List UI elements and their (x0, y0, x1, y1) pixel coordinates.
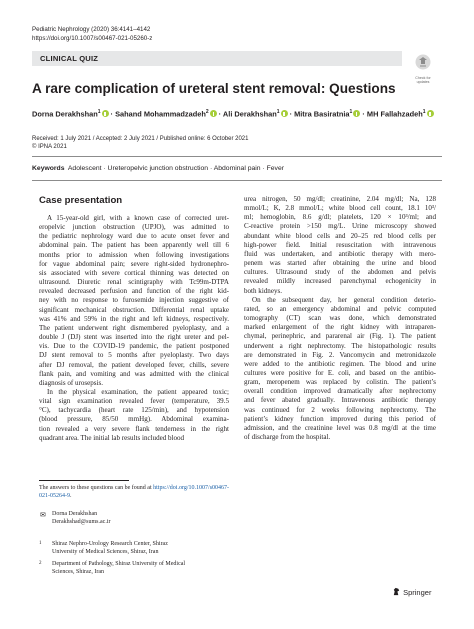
text-line: was 41% and 59% in the right and left kidneys, respectively. (39, 314, 229, 323)
text-line: revealed mildly increased parenchymal echogenicity in (244, 277, 436, 286)
footnote-rule (39, 480, 129, 481)
text-line: and fever abated gradually. Intravenous antibiotic therapy (244, 396, 436, 405)
text-line: abdominal pain. The patient has been apparently well till 6 (39, 241, 229, 250)
text-line: sis associated with severe cortical thinning was detected on (39, 268, 229, 277)
text-line: double J (DJ) stent was inserted into the right ureter and pel- (39, 333, 229, 342)
journal-citation (32, 26, 152, 43)
text-line: months prior to admission when following investigations (39, 250, 229, 259)
orcid-icon[interactable] (102, 110, 109, 117)
text-line: rated, so an emergency abdominal and pelvic computed (244, 304, 436, 313)
text-line: tomography (CT) scan was done, which demonstrated (244, 314, 436, 323)
text-line: overall condition improved dramatically after nephrectomy (244, 387, 436, 396)
publisher-logo (392, 587, 431, 597)
author-name[interactable]: MH Fallahzadeh (366, 109, 423, 119)
text-line: penem was started after obtaining the urine and blood (244, 259, 436, 268)
text-line: revealed decreased perfusion and function of the right kid- (39, 287, 229, 296)
text-line: underwent a right nephrectomy. The histopathologic results (244, 341, 436, 350)
text-line: DJ stent removal to 5 months after pyeloplasty. Two days (39, 351, 229, 360)
keywords-label: Keywords (32, 165, 65, 172)
journal-volume: Pediatric Nephrology (2020) 36:4141–4142 (32, 26, 151, 33)
copyright: © IPNA 2021 (32, 144, 67, 150)
check-for-updates-badge[interactable] (408, 54, 438, 84)
section-label: CLINICAL QUIZ (40, 54, 99, 63)
text-line: abundant white blood cells and 20–25 red blood cells per (244, 231, 436, 240)
text-line: C-reactive protein >150 mg/L. Urine microscopy showed (244, 222, 436, 231)
text-line: In the physical examination, the patient appeared toxic; (47, 387, 229, 396)
text-line: urea nitrogen, 50 mg/dl; creatinine, 2.04 mg/dl; Na, 128 (244, 195, 436, 203)
text-line: eropelvic junction obstruction (UPJO), was admitted to (39, 223, 229, 232)
check-updates-line2: updates (416, 80, 430, 84)
journal-doi-link[interactable]: https://doi.org/10.1007/s00467-021-05260-z (32, 34, 153, 42)
section-heading: Case presentation (39, 195, 123, 206)
author-name[interactable]: Sahand Mohammadzadeh (115, 109, 206, 119)
orcid-icon[interactable] (281, 110, 288, 117)
answers-link[interactable]: https://doi.org/10.1007/s00467-021-05264-9 (39, 485, 230, 499)
crossmark-icon (408, 54, 438, 71)
affiliation-line: Sciences, Shiraz, Iran (52, 569, 104, 575)
text-line: marked enlargement of the right kidney with intraparen- (244, 323, 436, 332)
text-line: mmol/L; K, 2.8 mmol/L; white blood cell count, 18.1 10³/ (244, 204, 436, 213)
paragraph (244, 296, 436, 443)
paragraph (244, 195, 436, 296)
text-line: ml; hemoglobin, 8.6 g/dl; platelets, 120 × 10³/ml; and (244, 213, 436, 222)
text-line: were added to the antibiotic regimen. The blood and urine (244, 359, 436, 368)
text-line: (blood pressure, 85/50 mmHg). Abdominal examina- (39, 415, 229, 424)
corresponding-email[interactable]: Derakhshad@sums.ac.ir (52, 519, 111, 525)
author-name[interactable]: Ali Derakhshan (222, 109, 277, 119)
text-line: A 15-year-old girl, with a known case of corrected uret- (47, 214, 229, 222)
publication-dates (32, 135, 248, 151)
author-name[interactable]: Dorna Derakhshan (32, 109, 98, 119)
orcid-icon[interactable] (427, 110, 434, 117)
publisher-name: Springer (403, 588, 432, 597)
text-line: after DJ removal, the patient developed fever, chills, severe (39, 360, 229, 369)
text-line: On the subsequent day, her general condition deterio- (252, 295, 436, 304)
answers-footnote (39, 484, 239, 500)
text-line: quadrant area. The initial lab results included blood (39, 433, 185, 442)
article-title: A rare complication of ureteral stent removal: Questions (32, 81, 396, 96)
text-line: significant mechanical obstruction. Differential renal uptake (39, 305, 229, 314)
author-affiliation-ref: 1 (276, 109, 280, 115)
answers-suffix: . (70, 493, 72, 499)
author-affiliation-ref: 1 (349, 109, 353, 115)
text-line: cultures. Ultrasound study of the abdomen and pelvis (244, 268, 436, 277)
divider (32, 156, 442, 157)
answers-prefix: The answers to these questions can be found at (39, 485, 154, 491)
check-updates-line1: Check for (415, 76, 431, 80)
text-line: the pediatric nephrology ward due to acute onset fever and (39, 232, 229, 241)
text-line: high-power field. Initial resuscitation with intravenous (244, 240, 436, 249)
paragraph (39, 388, 229, 443)
affiliation-line: Department of Pathology, Shiraz University of Medical (52, 561, 186, 567)
paragraph (39, 214, 229, 388)
orcid-icon[interactable] (353, 110, 360, 117)
text-line: °C), tachycardia (heart rate 125/min), and hypotension (39, 406, 229, 415)
dates-history: Received: 1 July 2021 / Accepted: 2 July 2021 / Published online: 6 October 2021 (32, 136, 249, 142)
text-line: flank pain, and vomiting and was admitted with the clinical (39, 369, 229, 378)
affiliation-number: 1 (39, 541, 42, 546)
text-line: ney with no response to furosemide injection suggestive of (39, 296, 229, 305)
text-line: gram, meropenem was replaced by colistin. The patient’s (244, 378, 436, 387)
author-affiliation-ref: 1 (422, 109, 426, 115)
text-line: for vague abdominal pain; severe right-sided hydronephro- (39, 259, 229, 268)
envelope-icon: ✉ (40, 511, 46, 519)
text-line: ultrasound. Diuretic renal scintigraphy with Tc99m-DTPA (39, 278, 229, 287)
corresponding-author: Dorna Derakhshan (52, 511, 98, 517)
text-line: The patient underwent right dismembered pyeloplasty, and a (39, 323, 229, 332)
author-affiliation-ref: 1 (97, 109, 101, 115)
text-line: vital sign examination revealed fever (temperature, 39.5 (39, 397, 229, 406)
text-line: cultures were positive for E. coli, and based on the antibio- (244, 368, 436, 377)
text-line: vis. Due to the COVID-19 pandemic, the patient postponed (39, 342, 229, 351)
text-line: admission, and the creatinine level was 0.8 mg/dl at the time (244, 423, 436, 432)
divider (32, 180, 442, 181)
text-line: both kidneys. (244, 286, 282, 295)
affiliation-number: 2 (39, 561, 42, 566)
affiliation-line: Shiraz Nephro-Urology Research Center, Shiraz (52, 541, 168, 547)
keywords-line (32, 165, 452, 172)
author-name[interactable]: Mitra Basiratnia (294, 109, 350, 119)
springer-horse-icon (392, 587, 401, 596)
text-line: tion revealed a very severe flank tenderness in the right (39, 424, 229, 433)
text-line: patient’s kidney function improved during this period of (244, 414, 436, 423)
affiliation-line: University of Medical Sciences, Shiraz, Iran (52, 549, 159, 555)
author-list: Dorna Derakhshan$^1$ · Sahand Mohammadzadeh$^2$ · Ali Derakhshan$^1$ · Mitra Basiratnia$^1$ · MH Fallahzadeh$^1$ (32, 109, 452, 118)
text-line: fluid was undertaken, and antibiotic therapy with mero- (244, 249, 436, 258)
text-line: diagnosis of urosepsis. (39, 378, 104, 387)
left-column-text (39, 214, 229, 443)
author-affiliation-ref: 2 (205, 109, 209, 115)
right-column-text (244, 195, 436, 442)
text-line: are demonstrated in Fig. 2. Vancomycin and metronidazole (244, 350, 436, 359)
affiliation (39, 540, 168, 556)
text-line: chymal, perinephric, and pararenal air (Fig. 1). The patient (244, 332, 436, 341)
correspondence (39, 510, 111, 526)
affiliation (39, 560, 185, 576)
keywords-text: Adolescent · Ureteropelvic junction obstruction · Abdominal pain · Fever (67, 165, 284, 172)
text-line: was continued for 2 weeks following nephrectomy. The (244, 405, 436, 414)
orcid-icon[interactable] (210, 110, 217, 117)
text-line: of discharge from the hospital. (244, 433, 331, 442)
